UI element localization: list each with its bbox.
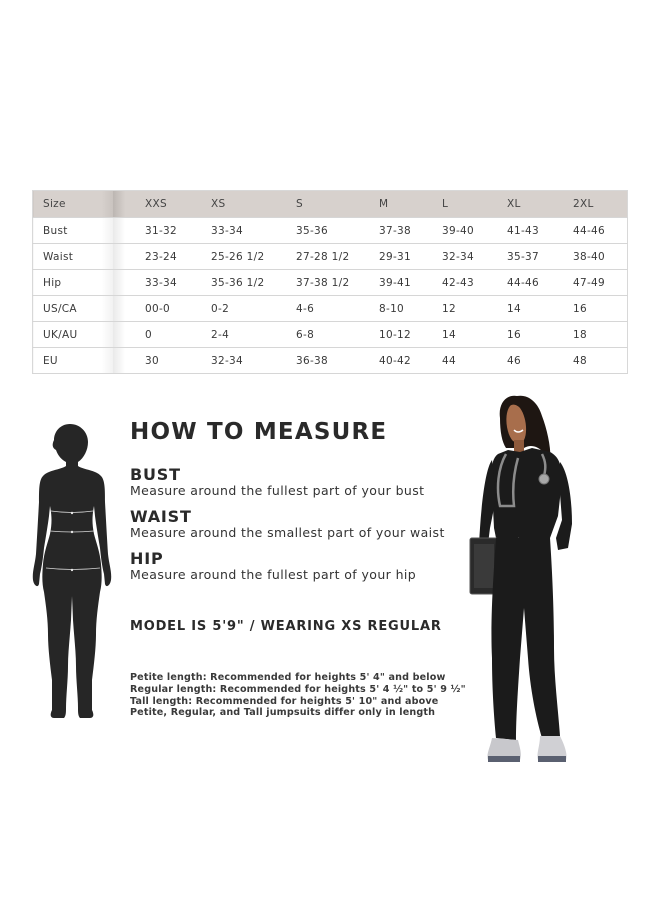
table-cell: 29-31 (369, 244, 432, 270)
size-header-row (33, 191, 628, 218)
table-cell: 30 (113, 348, 201, 374)
table-cell: 27-28 1/2 (286, 244, 369, 270)
table-row-hip (33, 270, 628, 296)
petite-length-note: Petite length: Recommended for heights 5' 4" and below (130, 672, 446, 683)
table-cell: 12 (432, 296, 497, 322)
table-cell: 41-43 (497, 218, 563, 244)
measure-bust (130, 466, 470, 499)
length-notes (130, 672, 466, 719)
table-cell: 44-46 (563, 218, 628, 244)
table-cell: 16 (563, 296, 628, 322)
table-cell: 18 (563, 322, 628, 348)
measure-hip (130, 550, 470, 583)
measure-waist-description: Measure around the smallest part of your waist (130, 525, 445, 540)
table-cell: 0 (113, 322, 201, 348)
table-cell: 14 (497, 296, 563, 322)
table-cell: 6-8 (286, 322, 369, 348)
table-row-us-ca (33, 296, 628, 322)
table-cell: 16 (497, 322, 563, 348)
table-cell: 2-4 (201, 322, 286, 348)
how-to-measure-title: HOW TO MEASURE (130, 419, 388, 445)
table-row-waist (33, 244, 628, 270)
table-cell: 47-49 (563, 270, 628, 296)
row-label: UK/AU (33, 322, 114, 348)
table-cell: 44-46 (497, 270, 563, 296)
table-cell: 31-32 (113, 218, 201, 244)
table-cell: 39-41 (369, 270, 432, 296)
size-header-2xl: 2XL (563, 191, 628, 218)
table-row-bust (33, 218, 628, 244)
model-photo-image (462, 388, 587, 773)
measure-hip-description: Measure around the fullest part of your hip (130, 567, 417, 582)
table-cell: 36-38 (286, 348, 369, 374)
table-cell: 44 (432, 348, 497, 374)
table-cell: 46 (497, 348, 563, 374)
measure-waist-title: WAIST (130, 507, 192, 526)
table-cell: 48 (563, 348, 628, 374)
table-cell: 0-2 (201, 296, 286, 322)
table-row-eu (33, 348, 628, 374)
measure-bust-title: BUST (130, 465, 181, 484)
size-header-l: L (432, 191, 497, 218)
table-cell: 25-26 1/2 (201, 244, 286, 270)
size-header-xxs: XXS (113, 191, 201, 218)
row-label: Bust (33, 218, 114, 244)
row-label: Waist (33, 244, 114, 270)
length-difference-note: Petite, Regular, and Tall jumpsuits differ only in length (130, 707, 436, 719)
how-to-measure-section (130, 418, 470, 592)
size-header-label: Size (33, 191, 114, 218)
size-header-xs: XS (201, 191, 286, 218)
table-row-uk-au (33, 322, 628, 348)
table-cell: 38-40 (563, 244, 628, 270)
table-cell: 10-12 (369, 322, 432, 348)
model-size-info: MODEL IS 5'9" / WEARING XS REGULAR (130, 619, 442, 634)
row-label: EU (33, 348, 114, 374)
size-header-xl: XL (497, 191, 563, 218)
table-cell: 42-43 (432, 270, 497, 296)
row-label: US/CA (33, 296, 114, 322)
table-cell: 32-34 (201, 348, 286, 374)
measure-hip-title: HIP (130, 549, 164, 568)
table-cell: 35-36 (286, 218, 369, 244)
table-cell: 39-40 (432, 218, 497, 244)
table-cell: 14 (432, 322, 497, 348)
body-silhouette-icon (30, 420, 114, 725)
row-label: Hip (33, 270, 114, 296)
table-cell: 35-37 (497, 244, 563, 270)
table-cell: 37-38 1/2 (286, 270, 369, 296)
size-chart-table (32, 190, 628, 374)
table-cell: 37-38 (369, 218, 432, 244)
table-cell: 00-0 (113, 296, 201, 322)
table-cell: 32-34 (432, 244, 497, 270)
table-cell: 33-34 (113, 270, 201, 296)
size-header-s: S (286, 191, 369, 218)
measure-bust-description: Measure around the fullest part of your bust (130, 483, 425, 498)
table-cell: 8-10 (369, 296, 432, 322)
table-cell: 40-42 (369, 348, 432, 374)
table-cell: 23-24 (113, 244, 201, 270)
table-cell: 33-34 (201, 218, 286, 244)
regular-length-note: Regular length: Recommended for heights 5' 4 ½" to 5' 9 ½" (130, 683, 466, 695)
size-header-m: M (369, 191, 432, 218)
table-cell: 4-6 (286, 296, 369, 322)
table-cell: 35-36 1/2 (201, 270, 286, 296)
measure-waist (130, 508, 470, 541)
tall-length-note: Tall length: Recommended for heights 5' 10" and above (130, 695, 439, 707)
